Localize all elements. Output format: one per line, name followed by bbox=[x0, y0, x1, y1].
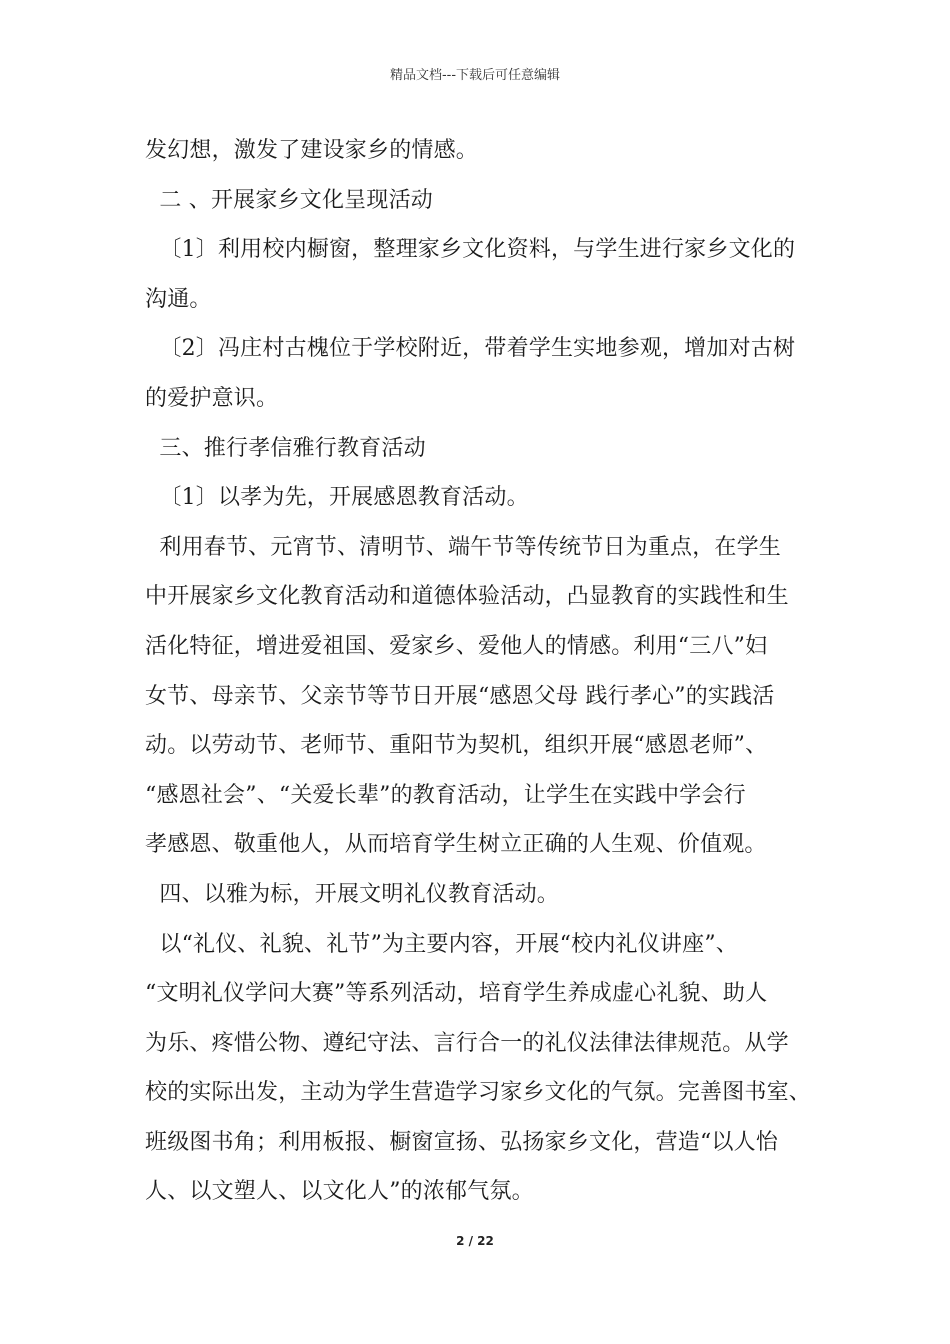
text-line: 活化特征，增进爱祖国、爱家乡、爱他人的情感。利用“三八”妇 bbox=[145, 633, 768, 659]
text-line: 发幻想，激发了建设家乡的情感。 bbox=[145, 138, 479, 163]
text-line: 中开展家乡文化教育活动和道德体验活动，凸显教育的实践性和生 bbox=[145, 584, 789, 610]
text-line: 利用春节、元宵节、清明节、端午节等传统节日为重点，在学生 bbox=[145, 534, 781, 560]
text-line: 〔1〕以孝为先，开展感恩教育活动。 bbox=[145, 485, 529, 511]
text-line: “感恩社会”、“关爱长辈”的教育活动，让学生在实践中学会行 bbox=[145, 782, 746, 808]
text-line: 动。以劳动节、老师节、重阳节为契机，组织开展“感恩老师”、 bbox=[145, 733, 768, 759]
text-line: 沟通。 bbox=[145, 286, 212, 312]
text-line: 以“礼仪、礼貌、礼节”为主要内容，开展“校内礼仪讲座”、 bbox=[145, 931, 738, 957]
page-number: 2 / 22 bbox=[456, 1234, 494, 1248]
section-heading: 二 、开展家乡文化呈现活动 bbox=[145, 187, 433, 213]
text-line: 为乐、疼惜公物、遵纪守法、言行合一的礼仪法律法律规范。从学 bbox=[145, 1030, 789, 1056]
text-line: 〔2〕冯庄村古槐位于学校附近，带着学生实地参观，增加对古树 bbox=[145, 336, 796, 362]
document-body bbox=[145, 126, 825, 1217]
section-heading: 三、推行孝信雅行教育活动 bbox=[145, 435, 426, 461]
section-heading: 四、以雅为标，开展文明礼仪教育活动。 bbox=[145, 881, 559, 907]
text-line: “文明礼仪学问大赛”等系列活动，培育学生养成虚心礼貌、助人 bbox=[145, 981, 768, 1007]
text-line: 人、以文塑人、以文化人”的浓郁气氛。 bbox=[145, 1179, 534, 1205]
text-line: 孝感恩、敬重他人，从而培育学生树立正确的人生观、价值观。 bbox=[145, 832, 767, 858]
page-header: 精品文档---下载后可任意编辑 bbox=[389, 68, 561, 83]
text-line: 班级图书角；利用板报、橱窗宣扬、弘扬家乡文化，营造“以人怡 bbox=[145, 1129, 779, 1155]
text-line: 女节、母亲节、父亲节等节日开展“感恩父母 践行孝心”的实践活 bbox=[145, 683, 775, 709]
text-line: 的爱护意识。 bbox=[145, 385, 279, 411]
text-line: 校的实际出发，主动为学生营造学习家乡文化的气氛。完善图书室、 bbox=[145, 1080, 812, 1106]
text-line: 〔1〕利用校内橱窗，整理家乡文化资料，与学生进行家乡文化的 bbox=[145, 237, 796, 263]
